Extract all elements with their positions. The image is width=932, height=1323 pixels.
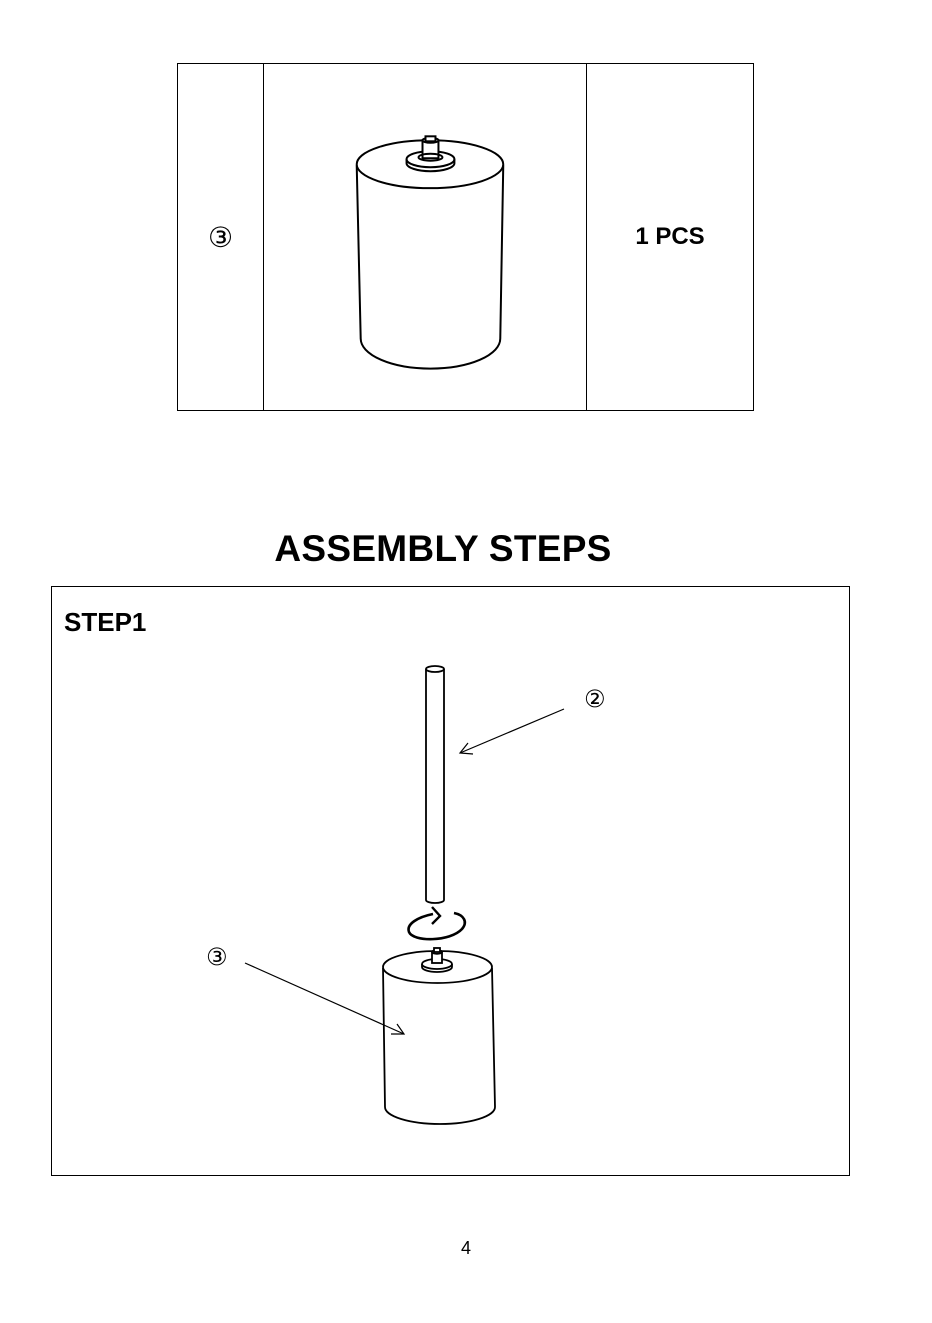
part-image-cell: [264, 64, 587, 410]
pole-icon: [426, 666, 444, 903]
pole-callout-arrow: [460, 709, 564, 754]
part-index-cell: [178, 64, 264, 410]
part-quantity: 1 PCS: [635, 223, 705, 250]
base-callout-label: ③: [206, 943, 228, 971]
part-index: ③: [207, 220, 234, 254]
page-number: 4: [460, 1238, 471, 1258]
part-quantity-cell: [587, 64, 753, 410]
section-title: ASSEMBLY STEPS: [274, 528, 612, 569]
step-illustration: [52, 587, 849, 1175]
cylinder-base-icon: [383, 948, 495, 1124]
step-box: [51, 586, 850, 1176]
pole-callout-label: ②: [584, 685, 606, 713]
rotate-arrow-icon: [409, 907, 465, 939]
cylinder-base-icon: [264, 64, 586, 410]
parts-table: [177, 63, 754, 411]
step-label: STEP1: [64, 607, 147, 637]
base-callout-arrow: [245, 963, 404, 1034]
